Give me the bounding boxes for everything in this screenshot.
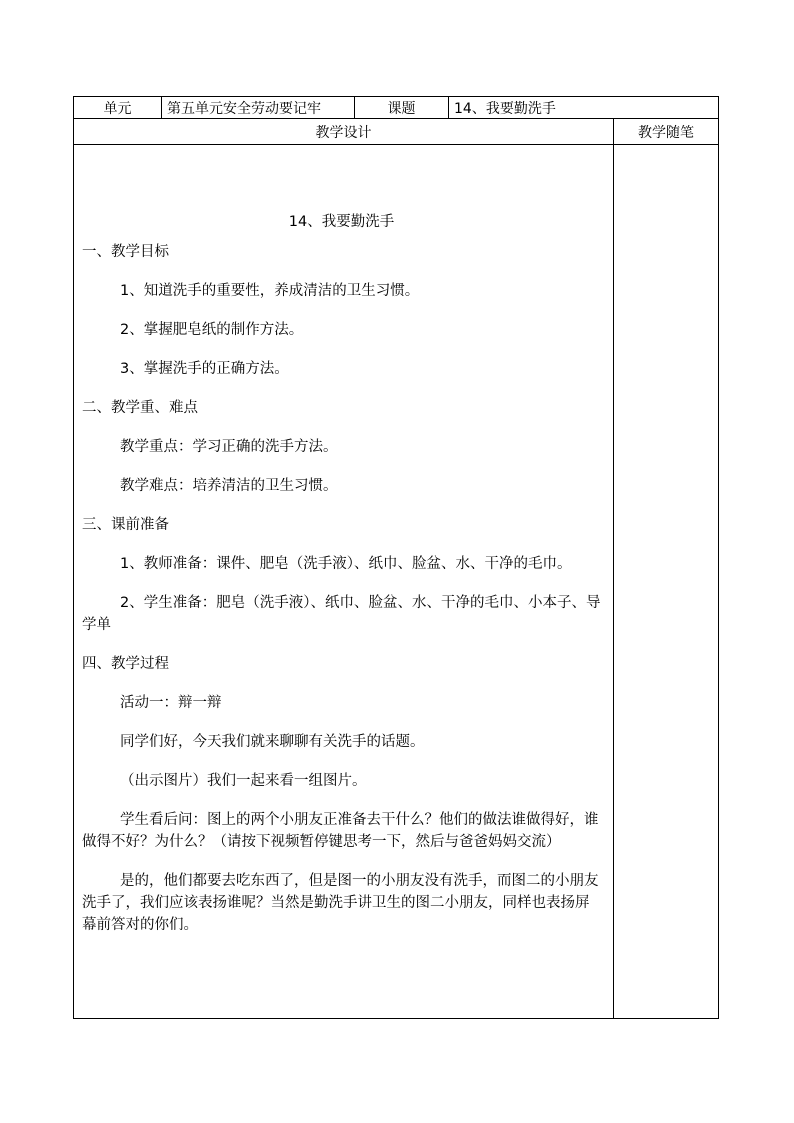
prep-item: 2、学生准备：肥皂（洗手液）、纸巾、脸盆、水、干净的毛巾、小本子、导学单 xyxy=(82,595,601,633)
lesson-plan-table xyxy=(73,96,719,1019)
section-heading: 四、教学过程 xyxy=(82,656,169,672)
lesson-title: 14、我要勤洗手 xyxy=(288,214,395,230)
design-label: 教学设计 xyxy=(74,119,614,145)
content-row xyxy=(74,145,719,1019)
notes-label: 教学随笔 xyxy=(614,119,719,145)
design-content-cell xyxy=(74,145,614,1019)
process-paragraph: 同学们好，今天我们就来聊聊有关洗手的话题。 xyxy=(120,734,425,750)
key-point: 教学重点：学习正确的洗手方法。 xyxy=(120,439,338,455)
notes-cell xyxy=(614,145,719,1019)
unit-value: 第五单元安全劳动要记牢 xyxy=(162,97,355,119)
topic-label: 课题 xyxy=(355,97,449,119)
prep-item: 1、教师准备：课件、肥皂（洗手液）、纸巾、脸盆、水、干净的毛巾。 xyxy=(120,556,572,572)
difficulty-point: 教学难点：培养清洁的卫生习惯。 xyxy=(120,478,338,494)
section-heading: 二、教学重、难点 xyxy=(82,400,198,416)
subheader-row xyxy=(74,119,719,145)
topic-value: 14、我要勤洗手 xyxy=(449,97,719,119)
lesson-content xyxy=(74,210,613,936)
goal-item: 2、掌握肥皂纸的制作方法。 xyxy=(120,322,304,338)
section-heading: 三、课前准备 xyxy=(82,517,169,533)
goal-item: 3、掌握洗手的正确方法。 xyxy=(120,361,289,377)
goal-item: 1、知道洗手的重要性，养成清洁的卫生习惯。 xyxy=(120,283,420,299)
unit-label: 单元 xyxy=(74,97,162,119)
lesson-plan-sheet xyxy=(73,96,718,1019)
header-row xyxy=(74,97,719,119)
process-paragraph: （出示图片）我们一起来看一组图片。 xyxy=(120,773,367,789)
process-paragraph: 是的，他们都要去吃东西了，但是图一的小朋友没有洗手，而图二的小朋友洗手了，我们应该表扬谁呢？当然是勤洗手讲卫生的图二小朋友，同样也表扬屏幕前答对的你们。 xyxy=(82,873,599,933)
process-paragraph: 学生看后问：图上的两个小朋友正准备去干什么？他们的做法谁做得好，谁做得不好？为什么？（请按下视频暂停键思考一下，然后与爸爸妈妈交流） xyxy=(82,812,599,850)
activity-heading: 活动一：辩一辩 xyxy=(120,695,222,711)
section-heading: 一、教学目标 xyxy=(82,244,169,260)
